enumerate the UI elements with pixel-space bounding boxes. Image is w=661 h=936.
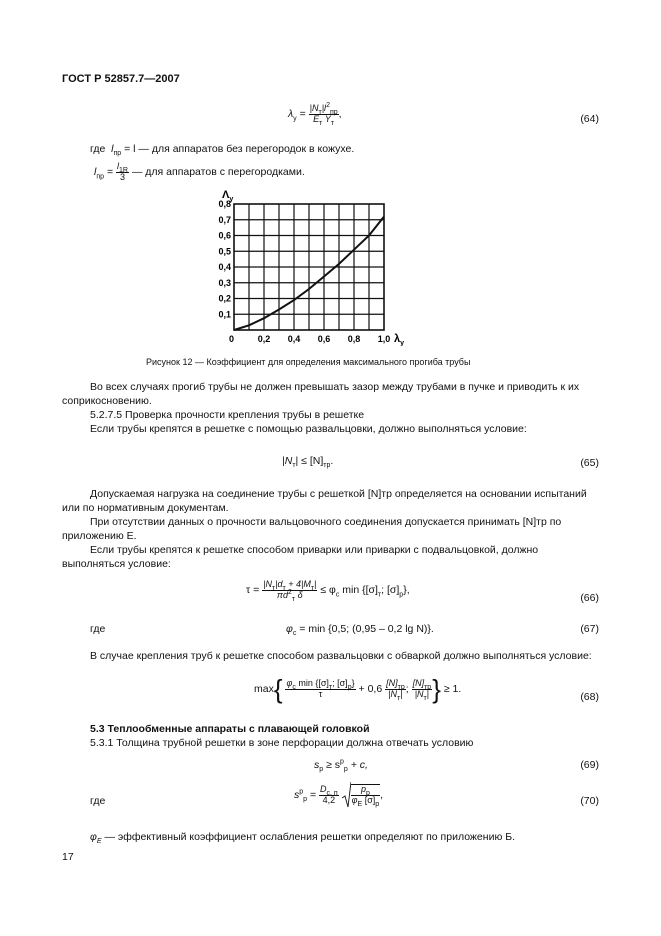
chart-x-tick-label: 0: [228, 334, 234, 344]
eq67-lhs: φ: [286, 623, 293, 635]
eq66-rhs-sub3: р: [399, 591, 404, 599]
paragraph-5: Если трубы крепятся к решетке способом приварки или приварки с подвальцовкой, должно выполняться условие:: [62, 544, 539, 571]
where1-l-sub: пр: [113, 150, 122, 158]
eq68-num1-sub2: т: [328, 683, 333, 691]
eq68-num1-sub: с: [292, 683, 296, 691]
eq66-num: |N: [263, 579, 272, 589]
chart-x-tick-label: 0,2: [257, 334, 271, 344]
p7-sub: E: [96, 838, 102, 846]
eq68-den2: |N: [388, 688, 398, 699]
eq64-den: E: [313, 113, 320, 124]
p7-text: — эффективный коэффициент ослабления решетки определяют по приложению Б.: [101, 831, 516, 843]
page-number: 17: [62, 851, 74, 863]
eq66-number: (66): [580, 592, 599, 604]
eq64-num2-sub: пр: [329, 108, 338, 116]
chart-x-tick-label: 0,8: [347, 334, 361, 344]
chart-ticks: [218, 199, 390, 344]
eq69-tail: + c,: [347, 759, 368, 771]
eq68-den3: |N: [414, 688, 424, 699]
eq68-num1-rest: min {[σ]: [295, 677, 329, 688]
eq67-number: (67): [580, 623, 599, 635]
sqrt-sign-icon: [342, 782, 351, 808]
eq66-num-close: |: [314, 579, 317, 589]
chart-x-tick-label: 0,6: [317, 334, 331, 344]
eq68-den1: τ: [318, 688, 323, 699]
eq68-num1-close: }: [351, 677, 355, 688]
eq64-tail: ,: [338, 108, 342, 121]
eq68-num3-sub: тр: [424, 683, 432, 691]
eq68-num1-sub3: р: [347, 683, 352, 691]
eq64-den2: Y: [324, 113, 331, 124]
p7-symbol: φ: [90, 831, 97, 843]
eq68-brace-close: }: [432, 674, 441, 704]
eq70-num-sub: с. п: [326, 789, 338, 797]
equation-68: [254, 676, 461, 702]
eq68-num1: φ: [286, 677, 293, 688]
eq66-num-sub3: т: [310, 584, 315, 592]
eq66-rhs: ≤ φ: [320, 584, 336, 597]
eq66-num-sub: т: [271, 584, 276, 592]
eq65-sub: т: [292, 462, 296, 470]
eq69-rel-sub: р: [343, 766, 348, 774]
eq68-sep: ;: [405, 682, 409, 695]
eq67-lhs-sub: с: [292, 630, 297, 638]
eq70-rden: φ: [351, 795, 358, 805]
chart-y-tick-label: 0,3: [218, 277, 231, 288]
equation-65: [282, 454, 333, 468]
paragraph-7: [90, 830, 515, 844]
eq68-tail: ≥ 1.: [443, 682, 462, 695]
where-line-2: [94, 162, 305, 183]
deflection-chart: [200, 186, 430, 346]
chart-y-tick-label: 0,6: [218, 230, 231, 241]
eq64-den2-sub: т: [330, 119, 335, 127]
eq67-rhs: = min {0,5; (0,95 – 0,2 lg N)}.: [299, 623, 434, 635]
eq70-den: 4,2: [322, 794, 336, 805]
eq68-fraction-1: [285, 679, 355, 700]
eq66-rhs-sub2: т: [377, 591, 382, 599]
eq67-where: где: [90, 623, 106, 635]
chart-y-tick-label: 0,7: [218, 214, 231, 225]
eq64-fraction: [309, 104, 339, 125]
eq70-rnum-sub: р: [365, 789, 370, 797]
eq64-num2-sup: 2: [326, 102, 330, 109]
eq66-rhs-mid: ; [σ]: [381, 584, 400, 597]
eq70-rel: =: [309, 788, 317, 801]
paragraph-3: Допускаемая нагрузка на соединение трубы с решеткой [N]тр определяется на основании испытаний или по нормативным документам.: [62, 488, 587, 515]
paragraph-1: Во всех случаях прогиб трубы не должен превышать зазор между трубами в пучке и приводить к их соприкосновению.: [62, 381, 580, 408]
eq70-lhs-sub: р: [303, 795, 308, 803]
chart-x-tick-label: 1,0: [377, 334, 391, 344]
eq66-den: πd: [276, 589, 288, 600]
eq70-lhs-sup: р: [299, 788, 304, 796]
section-5-2-7-5: 5.2.7.5 Проверка прочности крепления трубы в решетке: [90, 409, 365, 421]
eq68-den2-close: |: [400, 688, 403, 699]
chart-y-tick-label: 0,8: [218, 199, 231, 209]
chart-y-tick-label: 0,2: [218, 293, 231, 304]
eq66-den-sub: т: [291, 595, 296, 603]
eq68-number: (68): [580, 691, 599, 703]
chart-xlabel-sub: y: [400, 340, 405, 346]
eq68-fraction-2: [385, 679, 406, 700]
eq68-num3: [N]: [412, 677, 425, 688]
eq66-rhs-close: },: [403, 584, 410, 597]
eq68-plus: + 0,6: [358, 682, 383, 695]
eq69-lhs: s: [314, 759, 320, 771]
eq70-rden2: [σ]: [362, 795, 376, 805]
where-word-1: где: [90, 143, 106, 155]
chart-y-tick-label: 0,5: [218, 246, 231, 257]
eq65-tail: .: [330, 455, 334, 467]
eq68-den3-sub: т: [423, 694, 427, 702]
eq64-num2: |l: [321, 103, 327, 113]
where2-text: — для аппаратов с перегородками.: [131, 166, 305, 179]
chart-grid: [234, 204, 384, 330]
eq65-number: (65): [580, 457, 599, 469]
eq64-num: |N: [309, 103, 319, 113]
figure-caption: Рисунок 12 — Коэффициент для определения максимального прогиба трубы: [146, 357, 471, 367]
eq70-rden-sub2: р: [375, 800, 380, 808]
where2-fraction: [116, 162, 129, 183]
eq66-num-end: + 4|M: [285, 579, 311, 589]
equation-64: [288, 104, 342, 125]
eq64-lhs: λ: [288, 108, 294, 121]
eq64-den-sub: т: [319, 119, 323, 127]
equation-70: [294, 782, 383, 808]
where-line-1: [90, 142, 354, 156]
eq68-den2-sub: т: [397, 694, 401, 702]
eq68-num2-sub: тр: [397, 683, 405, 691]
eq69-rel-sup: р: [340, 758, 344, 766]
paragraph-4: При отсутствии данных о прочности вальцовочного соединения допускается принимать [N]тр по приложению Е.: [62, 516, 562, 543]
eq68-den3-close: |: [426, 688, 430, 699]
eq69-rel: ≥ s: [326, 759, 341, 771]
eq64-rel: =: [299, 108, 306, 121]
where2-l-sub: пр: [96, 173, 105, 181]
paragraph-2: Если трубы крепятся в решетке с помощью развальцовки, должно выполняться условие:: [90, 423, 527, 435]
where1-l: l: [111, 143, 114, 155]
eq66-lhs: τ =: [246, 584, 260, 597]
where2-eq: =: [106, 166, 114, 179]
paragraph-6: В случае крепления труб к решетке способом развальцовки с обваркой должно выполняться условие:: [90, 650, 592, 662]
eq70-root-fraction: [351, 784, 384, 808]
where2-den: 3: [119, 171, 125, 182]
eq70-lhs: s: [294, 788, 300, 801]
eq69-number: (69): [580, 759, 599, 771]
eq65-sub2: тр: [323, 462, 331, 470]
chart-y-tick-label: 0,4: [218, 262, 231, 272]
eq70-rnum: p: [360, 784, 366, 795]
eq64-num-sub: т: [318, 108, 322, 116]
eq64-lhs-sub: y: [293, 115, 297, 123]
eq70-sqrt: [342, 782, 384, 808]
eq70-where: где: [90, 795, 106, 807]
eq70-num: D: [320, 783, 327, 794]
eq70-fraction: [319, 785, 339, 806]
eq65-rel: | ≤ [N]: [295, 455, 324, 467]
eq66-num-mid: |d: [275, 579, 283, 589]
eq68-brace-open: {: [273, 674, 283, 704]
chart-ylabel: $\Lambda_y$: [222, 189, 234, 203]
eq66-den-sup: 2: [287, 588, 292, 596]
eq68-num1-mid: ; [σ]: [332, 677, 348, 688]
chart-x-tick-label: 0,4: [287, 334, 301, 344]
eq70-rden-sub: E: [357, 800, 363, 808]
section-5-3-title: 5.3 Теплообменные аппараты с плавающей головкой: [90, 723, 370, 735]
eq66-num-sub2: т: [282, 584, 286, 592]
chart-ylabel-sub: y: [229, 196, 234, 203]
eq66-fraction: [262, 580, 317, 601]
eq68-num2: [N]: [386, 677, 398, 688]
eq69-lhs-sub: р: [319, 766, 324, 774]
chart-xlabel: $\lambda_y$: [394, 333, 405, 346]
where2-num: l: [117, 161, 120, 171]
document-code: ГОСТ Р 52857.7—2007: [62, 73, 180, 85]
equation-66: [246, 580, 410, 601]
eq66-den-end: δ: [295, 589, 303, 600]
eq66-rhs-end: min {[σ]: [339, 584, 378, 597]
eq70-tail: ,: [380, 788, 384, 801]
eq70-number: (70): [580, 795, 599, 807]
equation-67: [286, 622, 434, 636]
section-5-3-1: 5.3.1 Толщина трубной решетки в зоне перфорации должна отвечать условию: [90, 737, 474, 749]
where2-l: l: [94, 166, 97, 179]
eq64-number: (64): [580, 113, 599, 125]
where1-text: = l — для аппаратов без перегородок в кожухе.: [124, 143, 355, 155]
equation-69: [314, 758, 368, 772]
where2-num-sub: 1R: [119, 166, 128, 174]
eq68-fraction-3: [412, 679, 433, 700]
eq68-max: max: [254, 682, 274, 695]
eq66-rhs-sub: с: [335, 591, 340, 599]
chart-y-tick-label: 0,1: [218, 309, 231, 320]
eq65-text: |N: [282, 455, 293, 467]
